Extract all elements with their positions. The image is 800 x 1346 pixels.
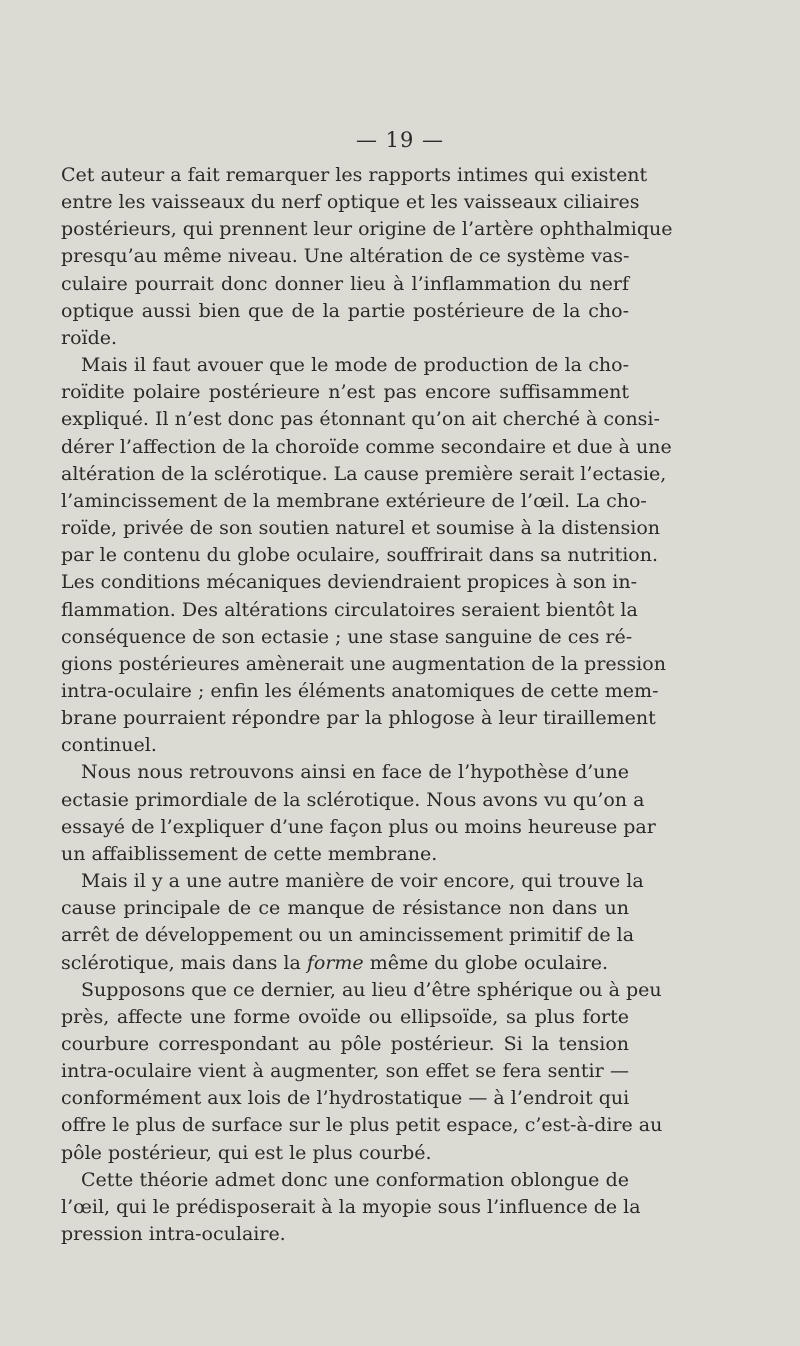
text-line: un affaiblissement de cette membrane. [61, 842, 438, 865]
text-line: roïdite polaire postérieure n’est pas encore suffisamment [61, 381, 629, 404]
text-line: gions postérieures amènerait une augmentation de la pression [61, 652, 666, 675]
body-text [61, 162, 673, 1248]
text-line: Cette théorie admet donc une conformation oblongue de [81, 1168, 629, 1191]
text-line: dérer l’affection de la choroïde comme secondaire et due à une [61, 435, 672, 458]
text-line: arrêt de développement ou un amincissement primitif de la [61, 924, 635, 947]
text-line: pression intra-oculaire. [61, 1223, 286, 1246]
text-line: brane pourraient répondre par la phlogose à leur tiraillement [61, 707, 656, 730]
text-line: continuel. [61, 734, 157, 757]
text-line: flammation. Des altérations circulatoires seraient bientôt la [61, 598, 638, 621]
text-line: l’œil, qui le prédisposerait à la myopie sous l’influence de la [61, 1195, 641, 1218]
text-line: offre le plus de surface sur le plus petit espace, c’est-à-dire au [61, 1114, 663, 1137]
paragraph-4 [61, 868, 644, 977]
text-line: Mais il y a une autre manière de voir encore, qui trouve la [81, 870, 644, 893]
text-line: cause principale de ce manque de résistance non dans un [61, 897, 629, 920]
text-line: intra-oculaire vient à augmenter, son effet se fera sentir — [61, 1060, 629, 1083]
text-line: conséquence de son ectasie ; une stase sanguine de ces ré- [61, 625, 633, 648]
text-line: altération de la sclérotique. La cause première serait l’ectasie, [61, 462, 667, 485]
text-line: conformément aux lois de l’hydrostatique — à l’endroit qui [61, 1087, 630, 1110]
text-line: ectasie primordiale de la sclérotique. Nous avons vu qu’on a [61, 788, 645, 811]
paragraph-5 [61, 977, 663, 1167]
text-fragment: même du globe oculaire. [363, 951, 608, 974]
paragraph-3 [61, 759, 656, 868]
text-line: par le contenu du globe oculaire, souffrirait dans sa nutrition. [61, 544, 659, 567]
text-line: presqu’au même niveau. Une altération de ce système vas- [61, 245, 630, 268]
emphasis-word: forme [306, 951, 364, 974]
text-fragment: sclérotique, mais dans la [61, 951, 307, 974]
page-number: — 19 — [355, 128, 445, 152]
text-line: près, affecte une forme ovoïde ou ellipsoïde, sa plus forte [61, 1005, 629, 1028]
text-line: l’amincissement de la membrane extérieure de l’œil. La cho- [61, 489, 647, 512]
paragraph-1 [61, 162, 673, 352]
paragraph-2 [61, 352, 672, 759]
text-line: Cet auteur a fait remarquer les rapports intimes qui existent [61, 164, 648, 186]
text-line: Nous nous retrouvons ainsi en face de l’hypothèse d’une [81, 761, 629, 784]
text-line-with-emphasis [61, 950, 629, 977]
text-line: Supposons que ce dernier, au lieu d’être sphérique ou à peu [81, 978, 662, 1001]
text-line: culaire pourrait donc donner lieu à l’inflammation du nerf [61, 272, 629, 295]
text-line: expliqué. Il n’est donc pas étonnant qu’on ait cherché à consi- [61, 408, 660, 431]
text-line: intra-oculaire ; enfin les éléments anatomiques de cette mem- [61, 679, 659, 702]
text-line: Mais il faut avouer que le mode de production de la cho- [81, 354, 629, 377]
text-line: pôle postérieur, qui est le plus courbé. [61, 1141, 432, 1164]
text-line: Les conditions mécaniques deviendraient propices à son in- [61, 571, 638, 594]
text-line: roïde, privée de son soutien naturel et soumise à la distension [61, 517, 661, 540]
text-line: optique aussi bien que de la partie postérieure de la cho- [61, 299, 629, 322]
text-line: essayé de l’expliquer d’une façon plus ou moins heureuse par [61, 815, 656, 838]
text-line: roïde. [61, 326, 118, 349]
text-line: courbure correspondant au pôle postérieur. Si la tension [61, 1033, 629, 1055]
paragraph-6 [61, 1167, 641, 1248]
text-line: postérieurs, qui prennent leur origine de l’artère ophthalmique [61, 218, 673, 241]
text-line: entre les vaisseaux du nerf optique et les vaisseaux ciliaires [61, 191, 640, 214]
